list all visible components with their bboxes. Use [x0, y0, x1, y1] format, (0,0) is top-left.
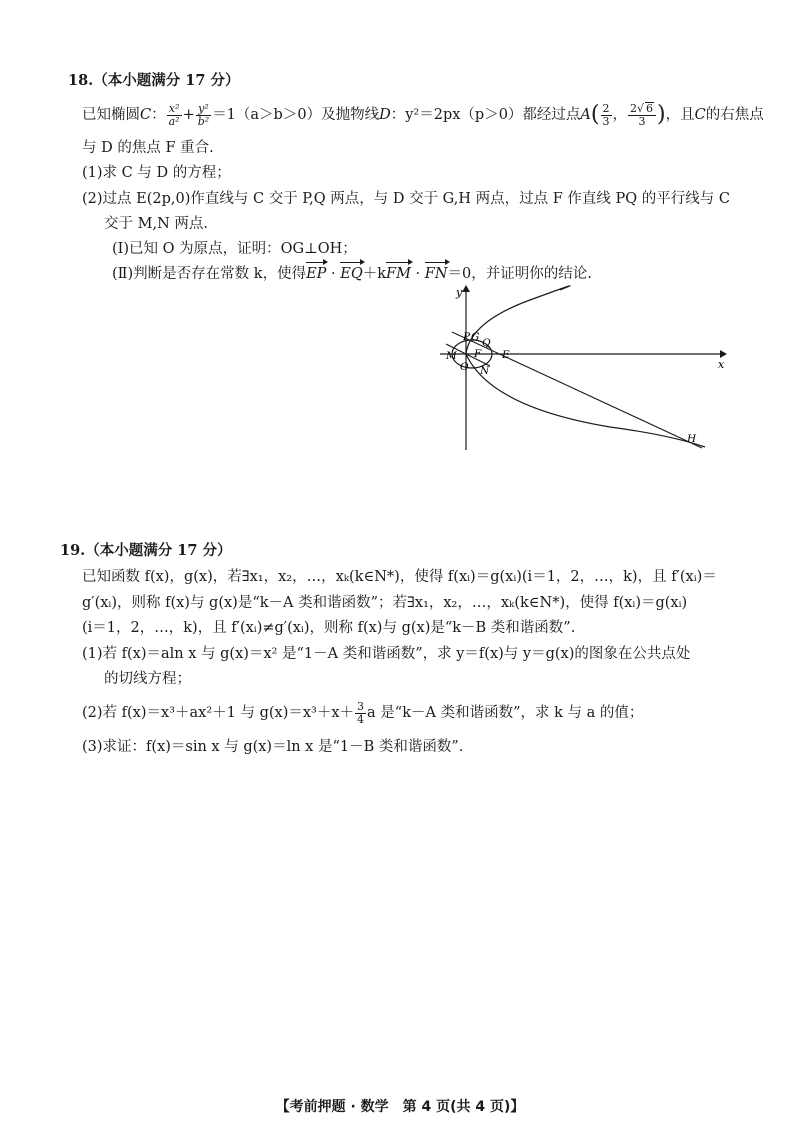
point-o-label: O: [460, 361, 469, 373]
q18-line2: 与 D 的焦点 F 重合.: [82, 140, 214, 156]
q19-line2: g′(xᵢ)，则称 f(x)与 g(x)是“k－A 类和谐函数”；若∃x₁，x₂，…，xₖ(k∈N*)，使得 f(xᵢ)＝g(xᵢ): [82, 595, 688, 611]
y-axis-label: y: [456, 286, 463, 299]
q18-header: 18.（本小题满分 17 分）: [68, 72, 240, 89]
q18-sub1: (Ⅰ)已知 O 为原点，证明：OG⊥OH；: [112, 241, 357, 257]
q18-line1: 已知椭圆C： $\frac{\text{x²}}{\text{a²}}$ + $\frac{\text{y²}}{\text{b²}}$ ＝1（a＞b＞0）及抛物线D：y²＝2px（p＞0）都经过点A( $\frac{2}{3}$ ， $\frac{2√ 6}{3}$ )，且C的右焦点: [82, 101, 764, 128]
fraction-2sqrt6-3: $\frac{2√ 6}{3}$: [628, 102, 656, 127]
q18-sub2: (Ⅱ)判断是否存在常数 k，使得EP · EQ＋kFM · FN＝0，并证明你的结论.: [112, 266, 592, 282]
fraction-3-4: $\frac{3}{4}$: [357, 699, 365, 726]
q19-part1a: (1)若 f(x)＝aln x 与 g(x)＝x² 是“1－A 类和谐函数”，求 y＝f(x)与 y＝g(x)的图象在公共点处: [82, 646, 691, 662]
point-g-label: G: [471, 331, 480, 343]
fraction-x2-a2: $\frac{\text{x²}}{\text{a²}}$: [168, 101, 180, 128]
vector-eq: EQ: [340, 266, 363, 282]
page-footer: 【考前押题 · 数学 第 4 页(共 4 页)】: [275, 1099, 525, 1115]
q19-part1b: 的切线方程；: [104, 671, 191, 687]
q19-part2: (2)若 f(x)＝x³＋ax²＋1 与 g(x)＝x³＋x＋ $\frac{3}{4}$ a 是“k－A 类和谐函数”，求 k 与 a 的值；: [82, 699, 644, 726]
q18-figure: [430, 282, 730, 454]
point-h-label: H: [687, 433, 697, 445]
point-p-label: P: [463, 331, 471, 343]
point-m-label: M: [446, 350, 457, 362]
q19-header: 19.（本小题满分 17 分）: [60, 542, 232, 559]
point-e-label: E: [502, 349, 510, 361]
q18-part1: (1)求 C 与 D 的方程；: [82, 165, 231, 181]
fraction-y2-b2: $\frac{\text{y²}}{\text{b²}}$: [197, 101, 210, 128]
vector-fn: FN: [424, 266, 448, 282]
vector-ep: EP: [306, 266, 327, 282]
x-axis-label: x: [718, 358, 725, 371]
q19-part3: (3)求证：f(x)＝sin x 与 g(x)＝ln x 是“1－B 类和谐函数”.: [82, 739, 464, 755]
point-n-label: N: [480, 365, 490, 377]
x-axis-arrow-icon: [720, 350, 727, 358]
point-f-label: F: [474, 348, 482, 360]
y-axis-arrow-icon: [462, 285, 470, 292]
q18-part2a: (2)过点 E(2p,0)作直线与 C 交于 P,Q 两点，与 D 交于 G,H 两点，过点 F 作直线 PQ 的平行线与 C: [82, 191, 730, 207]
fraction-2-3: $\frac{2}{3}$: [602, 101, 610, 128]
q19-line1: 已知函数 f(x)，g(x)，若∃x₁，x₂，…，xₖ(k∈N*)，使得 f(xᵢ)＝g(xᵢ)(i＝1，2，…，k)，且 f′(xᵢ)＝: [82, 569, 717, 585]
q19-line3: (i＝1，2，…，k)，且 f′(xᵢ)≠g′(xᵢ)，则称 f(x)与 g(x)是“k－B 类和谐函数”.: [82, 620, 576, 636]
vector-fm: FM: [386, 266, 411, 282]
point-q-label: Q: [482, 337, 491, 349]
line-pq: [452, 332, 702, 448]
q18-part2b: 交于 M,N 两点.: [104, 216, 208, 232]
